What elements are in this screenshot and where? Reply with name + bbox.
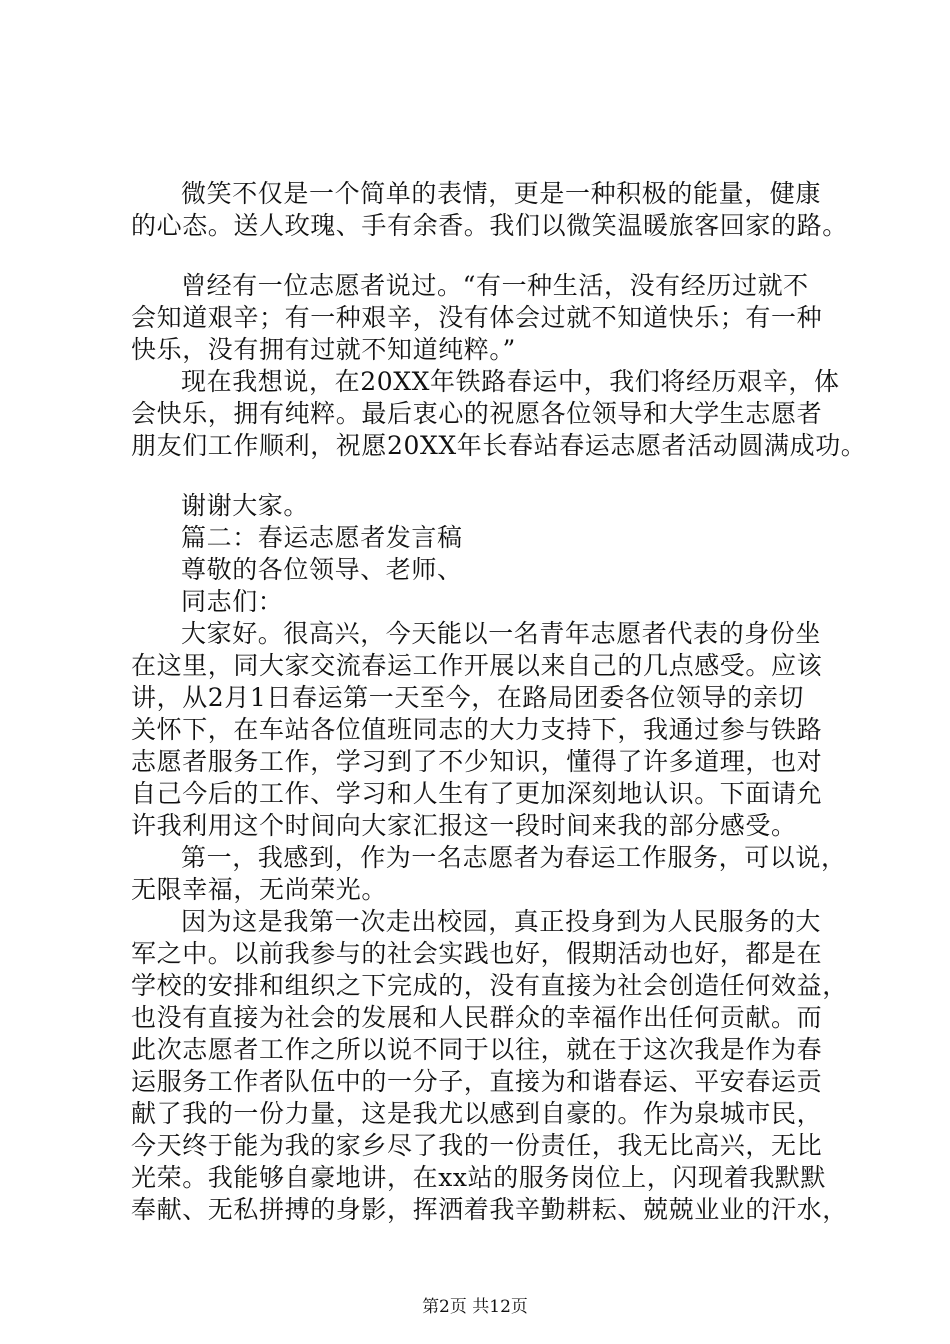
text-line: 也没有直接为社会的发展和人民群众的幸福作出任何贡献。而 bbox=[131, 1003, 823, 1032]
text-line: 第一，我感到，作为一名志愿者为春运工作服务，可以说， bbox=[181, 843, 847, 872]
page-number: 第2页 共12页 bbox=[422, 1297, 528, 1317]
text-line: 军之中。以前我参与的社会实践也好，假期活动也好，都是在 bbox=[131, 939, 823, 968]
text-line: 曾经有一位志愿者说过。“有一种生活，没有经历过就不 bbox=[181, 271, 809, 300]
text-line: 谢谢大家。 bbox=[181, 491, 310, 520]
text-line: 会知道艰辛；有一种艰辛，没有体会过就不知道快乐；有一种 bbox=[131, 303, 823, 332]
text-line: 无限幸福，无尚荣光。 bbox=[131, 875, 388, 904]
text-line: 献了我的一份力量，这是我尤以感到自豪的。作为泉城市民， bbox=[131, 1099, 823, 1128]
text-line: 许我利用这个时间向大家汇报这一段时间来我的部分感受。 bbox=[131, 811, 797, 840]
text-line: 在这里，同大家交流春运工作开展以来自己的几点感受。应该 bbox=[131, 651, 823, 680]
text-line: 志愿者服务工作，学习到了不少知识，懂得了许多道理，也对 bbox=[131, 747, 823, 776]
text-line: 朋友们工作顺利，祝愿20XX年长春站春运志愿者活动圆满成功。 bbox=[131, 431, 867, 460]
text-line: 快乐，没有拥有过就不知道纯粹。” bbox=[131, 335, 516, 364]
text-line: 自己今后的工作、学习和人生有了更加深刻地认识。下面请允 bbox=[131, 779, 823, 808]
text-line: 此次志愿者工作之所以说不同于以往，就在于这次我是作为春 bbox=[131, 1035, 823, 1064]
salutation-line: 尊敬的各位领导、老师、 bbox=[181, 555, 463, 584]
text-line: 学校的安排和组织之下完成的，没有直接为社会创造任何效益， bbox=[131, 971, 848, 1000]
text-line: 运服务工作者队伍中的一分子，直接为和谐春运、平安春运贡 bbox=[131, 1067, 823, 1096]
text-line: 讲，从2月1日春运第一天至今，在路局团委各位领导的亲切 bbox=[131, 683, 805, 712]
text-line: 奉献、无私拼搏的身影，挥洒着我辛勤耕耘、兢兢业业的汗水， bbox=[131, 1195, 848, 1224]
text-line: 微笑不仅是一个简单的表情，更是一种积极的能量，健康 bbox=[181, 179, 822, 208]
text-line: 的心态。送人玫瑰、手有余香。我们以微笑温暖旅客回家的路。 bbox=[131, 211, 848, 240]
section-heading: 篇二：春运志愿者发言稿 bbox=[181, 523, 463, 552]
text-line: 因为这是我第一次走出校园，真正投身到为人民服务的大 bbox=[181, 907, 822, 936]
text-line: 会快乐，拥有纯粹。最后衷心的祝愿各位领导和大学生志愿者 bbox=[131, 399, 823, 428]
text-line: 今天终于能为我的家乡尽了我的一份责任，我无比高兴，无比 bbox=[131, 1131, 823, 1160]
text-line: 关怀下，在车站各位值班同志的大力支持下，我通过参与铁路 bbox=[131, 715, 823, 744]
text-line: 大家好。很高兴，今天能以一名青年志愿者代表的身份坐 bbox=[181, 619, 822, 648]
salutation-line: 同志们： bbox=[181, 587, 284, 616]
text-line: 光荣。我能够自豪地讲，在xx站的服务岗位上，闪现着我默默 bbox=[131, 1163, 827, 1192]
text-line: 现在我想说，在20XX年铁路春运中，我们将经历艰辛，体 bbox=[181, 367, 840, 396]
